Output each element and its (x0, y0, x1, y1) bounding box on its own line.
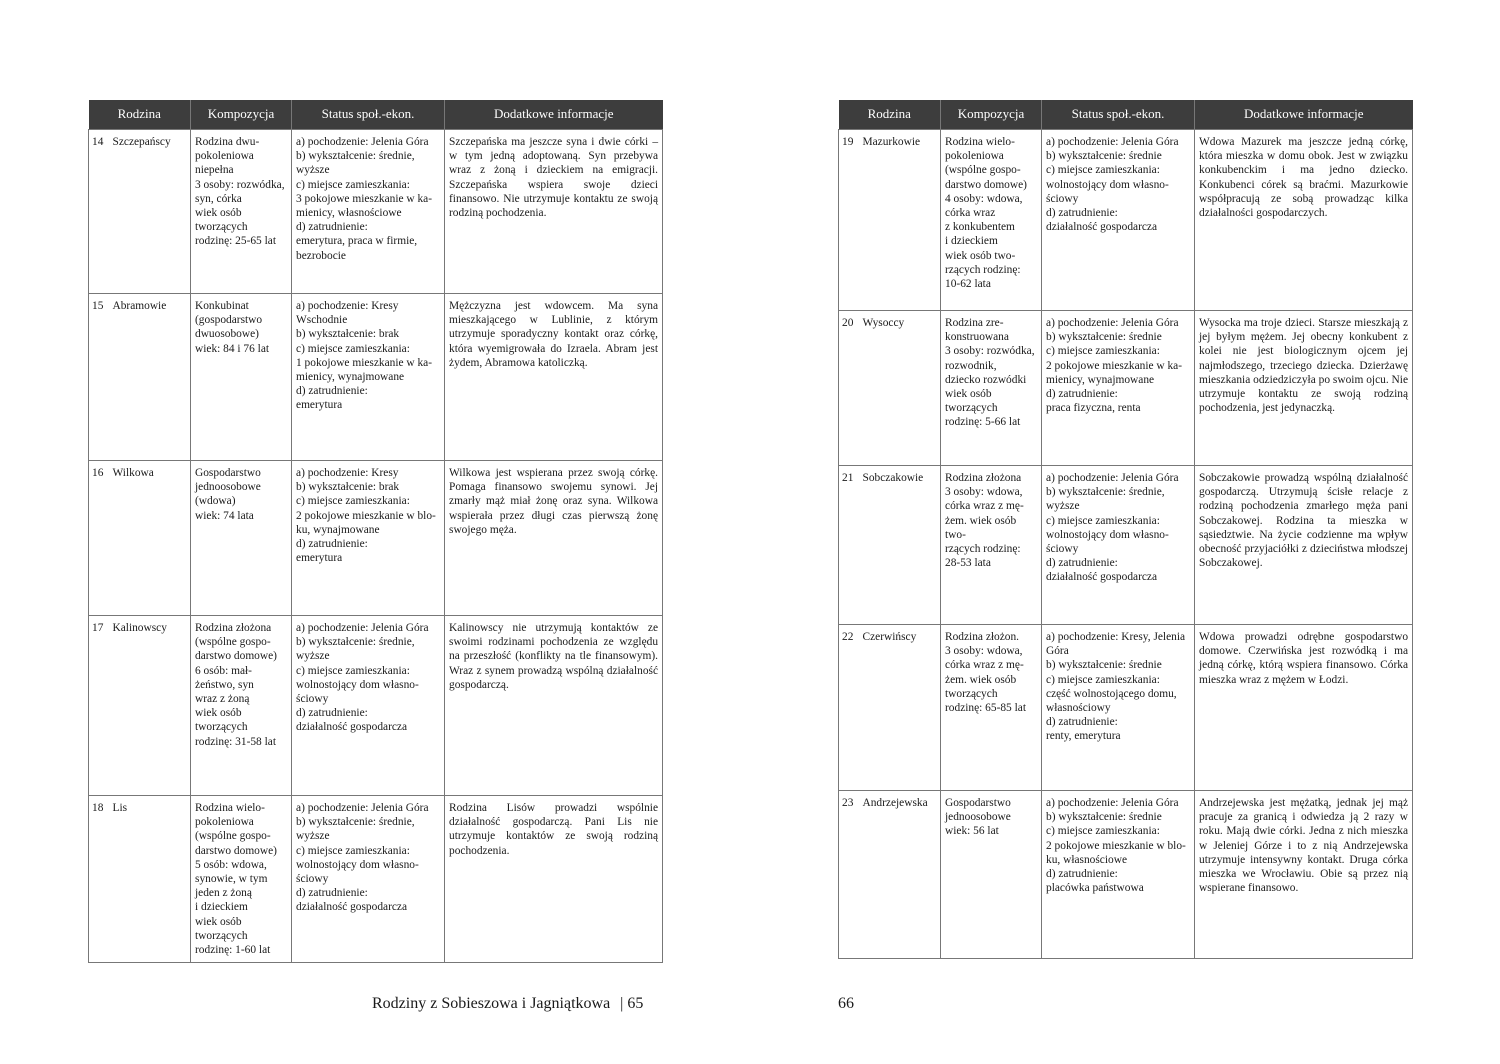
status-cell: a) pochodzenie: Kresy, Jelenia Góra b) wykształcenie: średnie c) miejsce zamieszkania: część wolnostojącego domu, własnościowy d) zatrudnienie: renty, emerytura (1042, 625, 1195, 791)
status-cell: a) pochodzenie: Jelenia Góra b) wykształcenie: średnie, wyższe c) miejsce zamieszkania: 3 pokojowe mieszkanie w ka- mienicy, własnościowe d) zatrudnienie: emerytura, praca w firmie, bezrobocie (292, 130, 445, 294)
row-number: 17 (89, 616, 111, 796)
table-row (839, 791, 1413, 959)
row-number: 15 (89, 294, 111, 461)
header-composition: Kompozycja (941, 100, 1042, 130)
left-page (88, 100, 662, 963)
family-name: Lis (111, 796, 191, 963)
header-family: Rodzina (89, 100, 191, 130)
table-row (89, 294, 663, 461)
page-number-left: | 65 (620, 995, 644, 1012)
family-name: Sobczakowie (861, 466, 941, 625)
info-cell: Andrzejewska jest mężatką, jednak jej mąż pracuje za granicą i odwiedza ją 2 razy w roku. Mają dwie córki. Jedna z nich mieszka w Jeleniej Górze i to z nią Andrzejewska utrzymuje intensywny kontakt. Druga córka mieszka we Wrocławiu. Obie są przez nią wspierane finansowo. (1195, 791, 1413, 959)
page-number-right: 66 (838, 995, 854, 1012)
family-name: Wilkowa (111, 461, 191, 616)
composition-cell: Rodzina złożona 3 osoby: wdowa, córka wraz z mę- żem. wiek osób two- rzących rodzinę: 28-53 lata (941, 466, 1042, 625)
status-cell: a) pochodzenie: Jelenia Góra b) wykształcenie: średnie c) miejsce zamieszkania: 2 pokojowe mieszkanie w ka- mienicy, wynajmowane d) zatrudnienie: praca fizyczna, renta (1042, 311, 1195, 466)
info-cell: Mężczyzna jest wdowcem. Ma syna mieszkającego w Lublinie, z którym utrzymuje sporadyczny kontakt oraz córkę, która wyemigrowała do Izraela. Abram jest żydem, Abramowa katoliczką. (445, 294, 663, 461)
family-name: Mazurkowie (861, 130, 941, 311)
info-cell: Wdowa prowadzi odrębne gospodarstwo domowe. Czerwińska jest rozwódką i ma jedną córkę, którą wspiera finansowo. Córka mieszka wraz z mężem w Łodzi. (1195, 625, 1413, 791)
header-family: Rodzina (839, 100, 941, 130)
status-cell: a) pochodzenie: Jelenia Góra b) wykształcenie: średnie, wyższe c) miejsce zamieszkania: wolnostojący dom własno- ściowy d) zatrudnienie: działalność gospodarcza (1042, 466, 1195, 625)
family-name: Abramowie (111, 294, 191, 461)
header-info: Dodatkowe informacje (445, 100, 663, 130)
composition-cell: Gospodarstwo jednoosobowe (wdowa) wiek: 74 lata (191, 461, 292, 616)
family-name: Wysoccy (861, 311, 941, 466)
right-page-footer (838, 995, 854, 1013)
running-title: Rodziny z Sobieszowa i Jagniątkowa (372, 995, 611, 1012)
right-page (838, 100, 1412, 959)
status-cell: a) pochodzenie: Kresy Wschodnie b) wykształcenie: brak c) miejsce zamieszkania: 1 pokojowe mieszkanie w ka- mienicy, wynajmowane d) zatrudnienie: emerytura (292, 294, 445, 461)
families-table-left (88, 100, 663, 963)
composition-cell: Rodzina złożona (wspólne gospo- darstwo domowe) 6 osób: mał- żeństwo, syn wraz z żoną wiek osób tworzących rodzinę: 31-58 lat (191, 616, 292, 796)
table-row (89, 796, 663, 963)
composition-cell: Rodzina wielo- pokoleniowa (wspólne gospo- darstwo domowe) 4 osoby: wdowa, córka wraz z konkubentem i dzieckiem wiek osób two- rzących rodzinę: 10-62 lata (941, 130, 1042, 311)
family-name: Czerwińscy (861, 625, 941, 791)
row-number: 22 (839, 625, 861, 791)
table-row (89, 461, 663, 616)
row-number: 21 (839, 466, 861, 625)
info-cell: Kalinowscy nie utrzymują kontaktów ze swoimi rodzinami pochodzenia ze względu na przeszłość (konflikty na tle finansowym). Wraz z synem prowadzą wspólną działalność gospodarczą. (445, 616, 663, 796)
info-cell: Rodzina Lisów prowadzi wspólnie działalność gospodarczą. Pani Lis nie utrzymuje kontaktów ze swoją rodziną pochodzenia. (445, 796, 663, 963)
row-number: 20 (839, 311, 861, 466)
composition-cell: Rodzina dwu- pokoleniowa niepełna 3 osoby: rozwódka, syn, córka wiek osób tworzących rodzinę: 25-65 lat (191, 130, 292, 294)
row-number: 18 (89, 796, 111, 963)
row-number: 19 (839, 130, 861, 311)
info-cell: Wdowa Mazurek ma jeszcze jedną córkę, która mieszka w domu obok. Jest w związku konkubenckim i ma jedno dziecko. Konkubenci córek są braćmi. Mazurkowie współpracują ze sobą prowadząc kilka działalności gospodarczych. (1195, 130, 1413, 311)
composition-cell: Rodzina złożon. 3 osoby: wdowa, córka wraz z mę- żem. wiek osób tworzących rodzinę: 65-85 lat (941, 625, 1042, 791)
table-header-row (89, 100, 663, 130)
row-number: 23 (839, 791, 861, 959)
composition-cell: Rodzina wielo- pokoleniowa (wspólne gospo- darstwo domowe) 5 osób: wdowa, synowie, w tym jeden z żoną i dzieckiem wiek osób tworzących rodzinę: 1-60 lat (191, 796, 292, 963)
composition-cell: Gospodarstwo jednoosobowe wiek: 56 lat (941, 791, 1042, 959)
composition-cell: Konkubinat (gospodarstwo dwuosobowe) wiek: 84 i 76 lat (191, 294, 292, 461)
table-row (89, 130, 663, 294)
status-cell: a) pochodzenie: Jelenia Góra b) wykształcenie: średnie, wyższe c) miejsce zamieszkania: wolnostojący dom własno- ściowy d) zatrudnienie: działalność gospodarcza (292, 616, 445, 796)
table-row (839, 311, 1413, 466)
header-status: Status społ.-ekon. (1042, 100, 1195, 130)
row-number: 14 (89, 130, 111, 294)
table-row (89, 616, 663, 796)
info-cell: Szczepańska ma jeszcze syna i dwie córki – w tym jedną adoptowaną. Syn przebywa wraz z żoną i dzieckiem na emigracji. Szczepańska wspiera swoje dzieci finansowo. Nie utrzymuje kontaktu ze swoją rodziną pochodzenia. (445, 130, 663, 294)
composition-cell: Rodzina zre- konstruowana 3 osoby: rozwódka, rozwodnik, dziecko rozwódki wiek osób tworzących rodzinę: 5-66 lat (941, 311, 1042, 466)
header-info: Dodatkowe informacje (1195, 100, 1413, 130)
status-cell: a) pochodzenie: Kresy b) wykształcenie: brak c) miejsce zamieszkania: 2 pokojowe mieszkanie w blo- ku, wynajmowane d) zatrudnienie: emerytura (292, 461, 445, 616)
info-cell: Sobczakowie prowadzą wspólną działalność gospodarczą. Utrzymują ścisłe relacje z rodziną pochodzenia zmarłego męża pani Sobczakowej. Rodzina ta mieszka w sąsiedztwie. Na życie codzienne ma wpływ obecność przyjaciółki z dzieciństwa młodszej Sobczakowej. (1195, 466, 1413, 625)
header-composition: Kompozycja (191, 100, 292, 130)
status-cell: a) pochodzenie: Jelenia Góra b) wykształcenie: średnie, wyższe c) miejsce zamieszkania: wolnostojący dom własno- ściowy d) zatrudnienie: działalność gospodarcza (292, 796, 445, 963)
status-cell: a) pochodzenie: Jelenia Góra b) wykształcenie: średnie c) miejsce zamieszkania: 2 pokojowe mieszkanie w blo- ku, własnościowe d) zatrudnienie: placówka państwowa (1042, 791, 1195, 959)
table-row (839, 625, 1413, 791)
table-row (839, 130, 1413, 311)
info-cell: Wilkowa jest wspierana przez swoją córkę. Pomaga finansowo swojemu synowi. Jej zmarły mąż miał żonę oraz syna. Wilkowa wspierała przez długi czas pierwszą żonę swojego męża. (445, 461, 663, 616)
families-table-right (838, 100, 1413, 959)
info-cell: Wysocka ma troje dzieci. Starsze mieszkają z jej byłym mężem. Jej obecny konkubent z kolei nie jest biologicznym ojcem jej najmłodszego, trzeciego dziecka. Dzierżawę mieszkania odziedziczyła po swoim ojcu. Nie utrzymuje kontaktu ze swoją rodziną pochodzenia, jest jedynaczką. (1195, 311, 1413, 466)
status-cell: a) pochodzenie: Jelenia Góra b) wykształcenie: średnie c) miejsce zamieszkania: wolnostojący dom własno- ściowy d) zatrudnienie: działalność gospodarcza (1042, 130, 1195, 311)
family-name: Kalinowscy (111, 616, 191, 796)
row-number: 16 (89, 461, 111, 616)
family-name: Szczepańscy (111, 130, 191, 294)
table-header-row (839, 100, 1413, 130)
left-page-footer (372, 995, 643, 1013)
family-name: Andrzejewska (861, 791, 941, 959)
table-row (839, 466, 1413, 625)
header-status: Status społ.-ekon. (292, 100, 445, 130)
